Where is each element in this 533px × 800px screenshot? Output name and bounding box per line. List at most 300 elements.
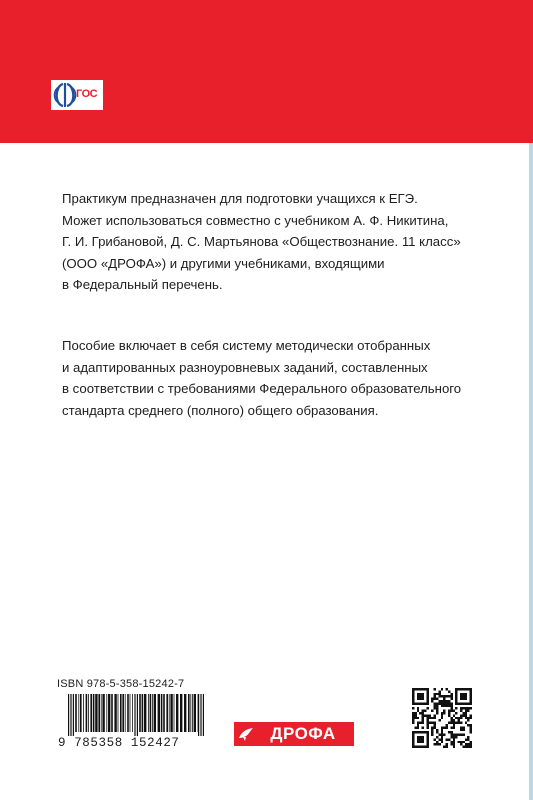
barcode-bar [98,694,100,732]
qr-module [446,738,448,740]
qr-module [448,712,450,714]
qr-finder-module [426,702,428,704]
barcode-bar [163,694,165,732]
qr-finder-module [455,702,457,704]
barcode-bar [190,694,191,732]
barcode-bar [111,694,113,732]
text-line: в Федеральный перечень. [62,277,223,293]
qr-finder-module [470,693,472,695]
qr-module [446,746,448,748]
qr-module [422,722,424,724]
qr-module [470,707,472,709]
barcode-digits: 9 785358 152427 [58,736,180,750]
qr-finder-module [412,738,414,740]
qr-module [460,741,462,743]
qr-module [450,707,452,709]
qr-module [450,705,452,707]
qr-module [455,722,457,724]
qr-module [431,734,433,736]
qr-module [419,722,421,724]
qr-finder-module [412,702,414,704]
qr-module [431,710,433,712]
qr-module [453,724,455,726]
qr-module [460,717,462,719]
barcode-bar [68,694,69,736]
qr-module [458,722,460,724]
qr-finder-module [414,731,416,733]
right-edge-strip [529,143,533,800]
qr-finder-module [412,741,414,743]
qr-finder-module [412,734,414,736]
qr-module [426,707,428,709]
qr-module [417,722,419,724]
qr-module [422,712,424,714]
qr-module [441,717,443,719]
qr-module [441,729,443,731]
qr-module [465,738,467,740]
barcode-bar [188,694,190,732]
qr-module [453,714,455,716]
qr-finder-module [460,702,462,704]
qr-finder-module [412,743,414,745]
qr-module [446,705,448,707]
qr-module [436,710,438,712]
qr-module [462,746,464,748]
qr-module [446,700,448,702]
qr-finder-module [426,700,428,702]
barcode-bar [80,694,82,732]
qr-module [455,734,457,736]
qr-module [450,695,452,697]
qr-finder-module [426,741,428,743]
qr-module [453,734,455,736]
qr-finder-module [470,698,472,700]
qr-module [450,702,452,704]
qr-finder-module [419,738,421,740]
qr-finder-module [422,688,424,690]
qr-module [465,714,467,716]
qr-finder-module [419,736,421,738]
qr-module [458,734,460,736]
qr-module [441,741,443,743]
qr-module [448,714,450,716]
qr-module [438,738,440,740]
qr-finder-module [455,698,457,700]
barcode-bar [169,694,170,732]
qr-finder-module [419,695,421,697]
qr-module [434,695,436,697]
qr-finder-module [417,738,419,740]
qr-module [450,710,452,712]
qr-module [434,705,436,707]
barcode-bar [150,694,152,732]
qr-module [436,741,438,743]
text-line: стандарта среднего (полного) общего образования. [62,402,379,418]
qr-module [417,724,419,726]
qr-finder-module [419,702,421,704]
barcode-bar [106,694,107,732]
qr-finder-module [414,746,416,748]
qr-module [470,726,472,728]
qr-module [462,726,464,728]
bird-icon [237,725,255,743]
barcode-bar [166,694,168,732]
qr-finder-module [462,702,464,704]
qr-module [436,693,438,695]
qr-module [465,707,467,709]
qr-module [443,700,445,702]
qr-module [438,693,440,695]
qr-finder-module [460,695,462,697]
qr-finder-module [426,688,428,690]
qr-module [455,717,457,719]
barcode-bar [137,694,138,736]
qr-module [419,712,421,714]
qr-module [441,738,443,740]
qr-module [460,726,462,728]
qr-finder-module [417,688,419,690]
qr-module [453,736,455,738]
barcode-bar [95,694,97,732]
qr-finder-module [426,734,428,736]
qr-module [470,729,472,731]
qr-module [412,717,414,719]
qr-finder-module [417,695,419,697]
qr-module [441,695,443,697]
qr-module [453,726,455,728]
qr-finder-module [426,736,428,738]
qr-module [453,746,455,748]
qr-module [467,717,469,719]
qr-finder-module [465,688,467,690]
qr-module [448,702,450,704]
qr-finder-module [455,693,457,695]
qr-module [412,712,414,714]
qr-module [450,741,452,743]
qr-module [431,726,433,728]
qr-finder-module [462,688,464,690]
publisher-name: ДРОФА [270,724,336,743]
qr-module [422,710,424,712]
isbn-label: ISBN 978-5-358-15242-7 [57,678,185,690]
qr-module [446,695,448,697]
qr-finder-module [465,702,467,704]
qr-module [453,738,455,740]
qr-module [438,695,440,697]
barcode-bar [134,694,135,736]
qr-module [441,712,443,714]
qr-finder-module [417,741,419,743]
qr-module [450,693,452,695]
qr-module [431,698,433,700]
qr-finder-module [424,746,426,748]
qr-module [443,695,445,697]
qr-finder-module [460,688,462,690]
barcode-bar [132,694,133,732]
qr-module [434,698,436,700]
qr-module [448,700,450,702]
qr-module [467,710,469,712]
qr-module [460,714,462,716]
barcode-bar [90,694,92,732]
qr-module [448,690,450,692]
barcode-bar [75,694,77,732]
qr-finder-module [419,698,421,700]
barcode-bar [170,694,172,732]
qr-module [446,726,448,728]
qr-finder-module [422,731,424,733]
qr-finder-module [465,693,467,695]
barcode-bar [198,694,199,736]
qr-module [434,738,436,740]
qr-module [422,719,424,721]
qr-module [434,726,436,728]
qr-module [417,717,419,719]
barcode-bar [139,694,141,732]
qr-module [438,690,440,692]
text-line: и адаптированных разноуровневых заданий, составленных [62,359,428,375]
qr-module [441,688,443,690]
qr-module [467,724,469,726]
qr-finder-module [470,702,472,704]
qr-finder-module [412,690,414,692]
qr-finder-module [426,698,428,700]
qr-module [450,743,452,745]
qr-module [434,693,436,695]
qr-module [470,746,472,748]
barcode-bar [192,694,193,732]
qr-module [438,702,440,704]
qr-module [417,710,419,712]
qr-module [462,729,464,731]
qr-finder-module [412,700,414,702]
qr-module [467,743,469,745]
qr-module [462,714,464,716]
qr-module [450,731,452,733]
qr-finder-module [458,688,460,690]
qr-finder-module [470,688,472,690]
barcode-bar [144,694,146,732]
barcode-bar [130,694,131,732]
barcode-bar [154,694,156,732]
qr-module [448,710,450,712]
qr-module [446,724,448,726]
qr-module [426,719,428,721]
qr-module [441,731,443,733]
qr-module [470,724,472,726]
qr-module [426,726,428,728]
barcode-bar [102,694,104,732]
qr-finder-module [460,693,462,695]
qr-module [460,743,462,745]
qr-finder-module [422,738,424,740]
qr-finder-module [422,695,424,697]
qr-module [460,710,462,712]
qr-finder-module [417,746,419,748]
qr-module [414,717,416,719]
barcode-bar [114,694,116,732]
barcode-bar [101,694,102,732]
qr-module [470,717,472,719]
qr-module [412,714,414,716]
qr-finder-module [426,695,428,697]
qr-finder-module [412,695,414,697]
qr-finder-module [455,700,457,702]
qr-finder-module [462,695,464,697]
qr-module [436,698,438,700]
qr-module [441,700,443,702]
qr-finder-module [419,741,421,743]
qr-module [453,710,455,712]
qr-finder-module [414,702,416,704]
barcode-bar [176,694,178,732]
barcode-bar [70,694,71,736]
qr-module [470,731,472,733]
qr-module [414,712,416,714]
qr-finder-module [424,702,426,704]
text-line: в соответствии с требованиями Федерального образовательного [62,381,462,397]
qr-module [443,734,445,736]
qr-module [417,726,419,728]
qr-module [436,729,438,731]
qr-module [431,722,433,724]
barcode-bar [122,694,124,732]
qr-module [470,741,472,743]
qr-module [422,726,424,728]
qr-module [441,702,443,704]
qr-module [436,712,438,714]
qr-finder-module [419,693,421,695]
qr-module [443,702,445,704]
qr-module [426,724,428,726]
qr-finder-module [470,690,472,692]
qr-finder-module [455,695,457,697]
qr-finder-module [460,698,462,700]
qr-module [438,734,440,736]
qr-finder-module [470,700,472,702]
barcode-bar [88,694,89,732]
qr-module [443,726,445,728]
qr-module [412,722,414,724]
qr-module [462,734,464,736]
qr-finder-module [419,746,421,748]
qr-finder-module [426,743,428,745]
qr-module [453,741,455,743]
barcode-bar [127,694,129,732]
qr-module [417,707,419,709]
barcode-bar [108,694,110,732]
qr-module [436,707,438,709]
qr-module [448,738,450,740]
qr-finder-module [422,693,424,695]
qr-finder-module [424,688,426,690]
qr-module [460,707,462,709]
description-paragraph-2 [62,335,502,421]
qr-module [450,734,452,736]
qr-module [453,722,455,724]
qr-finder-module [412,746,414,748]
qr-finder-module [462,693,464,695]
text-line: Г. И. Грибановой, Д. С. Мартьянова «Обществознание. 11 класс» [62,234,461,250]
qr-module [424,714,426,716]
qr-module [450,698,452,700]
qr-module [465,712,467,714]
qr-module [455,712,457,714]
qr-module [467,738,469,740]
qr-module [443,698,445,700]
qr-finder-module [458,702,460,704]
qr-module [429,717,431,719]
barcode-bar [174,694,175,732]
description-paragraph-1 [62,188,502,296]
barcode-bar [200,694,201,736]
qr-finder-module [426,690,428,692]
barcode-bar [125,694,126,732]
barcode [68,694,204,736]
qr-module [458,741,460,743]
qr-finder-module [426,738,428,740]
qr-finder-module [419,688,421,690]
qr-module [470,714,472,716]
qr-module [448,722,450,724]
qr-code [412,688,472,748]
barcode-bar [158,694,160,732]
qr-module [460,734,462,736]
qr-module [431,729,433,731]
barcode-bar [161,694,163,732]
qr-module [431,731,433,733]
qr-finder-module [455,688,457,690]
qr-module [467,719,469,721]
qr-module [443,705,445,707]
text-line: Может использоваться совместно с учебником А. Ф. Никитина, [62,212,449,228]
qr-module [441,705,443,707]
qr-finder-module [414,688,416,690]
qr-module [453,719,455,721]
qr-finder-module [426,731,428,733]
qr-finder-module [424,731,426,733]
text-line: Практикум предназначен для подготовки учащихся к ЕГЭ. [62,191,418,206]
barcode-bar [152,694,153,732]
qr-module [414,726,416,728]
barcode-bar [142,694,144,732]
qr-module [438,700,440,702]
qr-module [422,717,424,719]
qr-module [448,695,450,697]
qr-module [441,726,443,728]
qr-finder-module [462,698,464,700]
qr-module [446,702,448,704]
qr-module [458,719,460,721]
qr-module [436,743,438,745]
qr-module [438,743,440,745]
qr-finder-module [467,702,469,704]
barcode-bar [120,694,122,732]
qr-module [462,712,464,714]
qr-module [446,688,448,690]
qr-module [455,707,457,709]
qr-module [465,746,467,748]
text-line: Пособие включает в себя систему методически отобранных [62,338,431,353]
text-line: (ООО «ДРОФА») и другими учебниками, входящими [62,255,385,271]
qr-module [441,736,443,738]
top-red-band [0,0,533,143]
qr-finder-module [417,731,419,733]
qr-module [455,736,457,738]
fgos-logo-text: ГОС [76,88,98,100]
qr-finder-module [412,736,414,738]
qr-finder-module [422,698,424,700]
